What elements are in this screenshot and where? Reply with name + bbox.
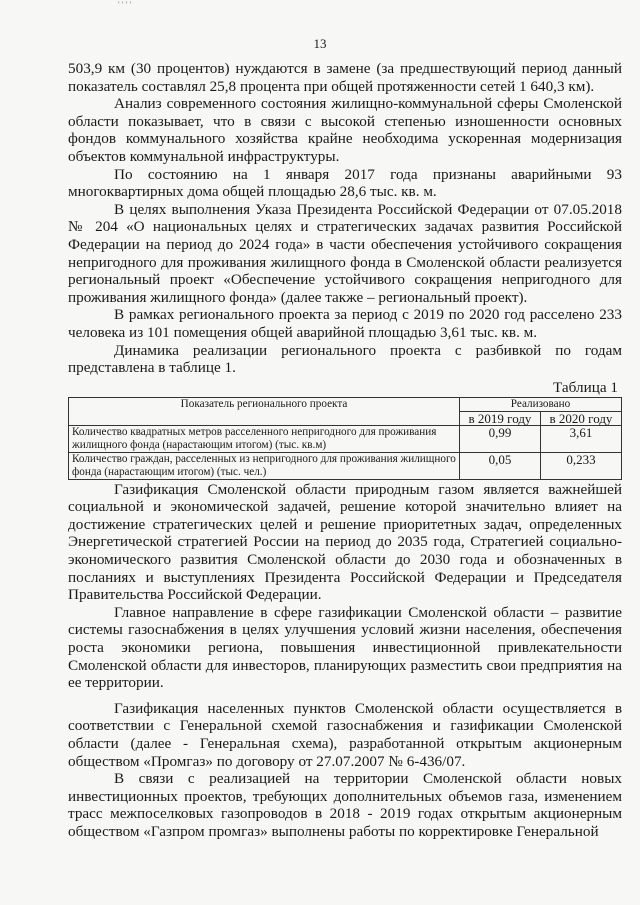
header-realized: Реализовано [460,397,622,411]
page-number: 13 [313,36,327,51]
paragraph-housing-analysis: Анализ современного состояния жилищно-коммунальной сферы Смоленской области показывает, что в связи с высокой степенью изношенности основных фондов коммунального хозяйства крайне необходима ускоренная модернизация объектов коммунальной инфраструктуры. [68,95,622,165]
paragraph-resettlement: В рамках регионального проекта за период с 2019 по 2020 год расселено 233 человека из 101 помещения общей аварийной площадью 3,61 тыс. кв. м. [68,306,622,341]
row-label: Количество квадратных метров расселенного непригодного для проживания жилищного фонда (нарастающим итогом) (тыс. кв.м) [69,425,460,452]
row-label: Количество граждан, расселенных из непригодного для проживания жилищного фонда (нарастающим итогом) (тыс. чел.) [69,452,460,479]
scan-mark: ' ' ' ' [118,0,132,10]
header-2019: в 2019 году [460,411,541,425]
paragraph-decree: В целях выполнения Указа Президента Российской Федерации от 07.05.2018 № 204 «О национальных целях и стратегических задачах развития Российской Федерации на период до 2024 года» в части обеспечения устойчивого сокращения непригодного для проживания жилищного фонда в Смоленской области реализуется региональный проект «Обеспечение устойчивого сокращения непригодного для проживания жилищного фонда» (далее также – региональный проект). [68,200,622,306]
paragraph-emergency-houses: По состоянию на 1 января 2017 года признаны аварийными 93 многоквартирных дома общей площадью 28,6 тыс. кв. м. [68,165,622,201]
header-2020: в 2020 году [541,411,622,425]
table-1 [68,397,622,480]
header-indicator: Показатель регионального проекта [69,397,460,425]
row-value-2019: 0,05 [460,452,541,479]
paragraph-general-scheme: Газификация населенных пунктов Смоленской области осуществляется в соответствии с Генеральной схемой газоснабжения и газификации Смоленской области (далее - Генеральная схема), разработанной открытым акционерным обществом «Промгаз» по договору от 27.07.2007 № 6-436/07. [68,699,622,770]
table-header-row [69,397,622,411]
paragraph-dynamics: Динамика реализации регионального проекта с разбивкой по годам представлена в таблице 1. [68,341,622,377]
table-row [69,452,622,479]
paragraph-main-direction: Главное направление в сфере газификации Смоленской области – развитие системы газоснабжения в целях улучшения условий жизни населения, обеспечения роста экономики региона, повышения инвестиционной привлекательности Смоленской области для инвесторов, планирующих разместить свои предприятия на ее территории. [68,603,622,692]
document-body [68,60,622,841]
row-value-2019: 0,99 [460,425,541,452]
row-value-2020: 3,61 [541,425,622,452]
row-value-2020: 0,233 [541,452,622,479]
paragraph-new-projects: В связи с реализацией на территории Смоленской области новых инвестиционных проектов, требующих дополнительных объемов газа, изменением трасс межпоселковых газопроводов в 2018 - 2019 годах открытым акционерным обществом «Газпром промгаз» выполнены работы по корректировке Генеральной [68,770,622,840]
table-caption: Таблица 1 [553,378,618,396]
table-row [69,425,622,452]
paragraph-pipe-replacement: 503,9 км (30 процентов) нуждаются в замене (за предшествующий период данный показатель составлял 25,8 процента при общей протяженности сетей 1 640,3 км). [68,60,622,95]
paragraph-gasification: Газификация Смоленской области природным газом является важнейшей социальной и экономической задачей, решение которой значительно влияет на достижение стратегических целей и решение приоритетных задач, определенных Энергетической стратегией России на период до 2035 года, Стратегией социально-экономического развития Смоленской области до 2030 года и обозначенных в посланиях и выступлениях Президента Российской Федерации и Председателя Правительства Российской Федерации. [68,480,622,604]
